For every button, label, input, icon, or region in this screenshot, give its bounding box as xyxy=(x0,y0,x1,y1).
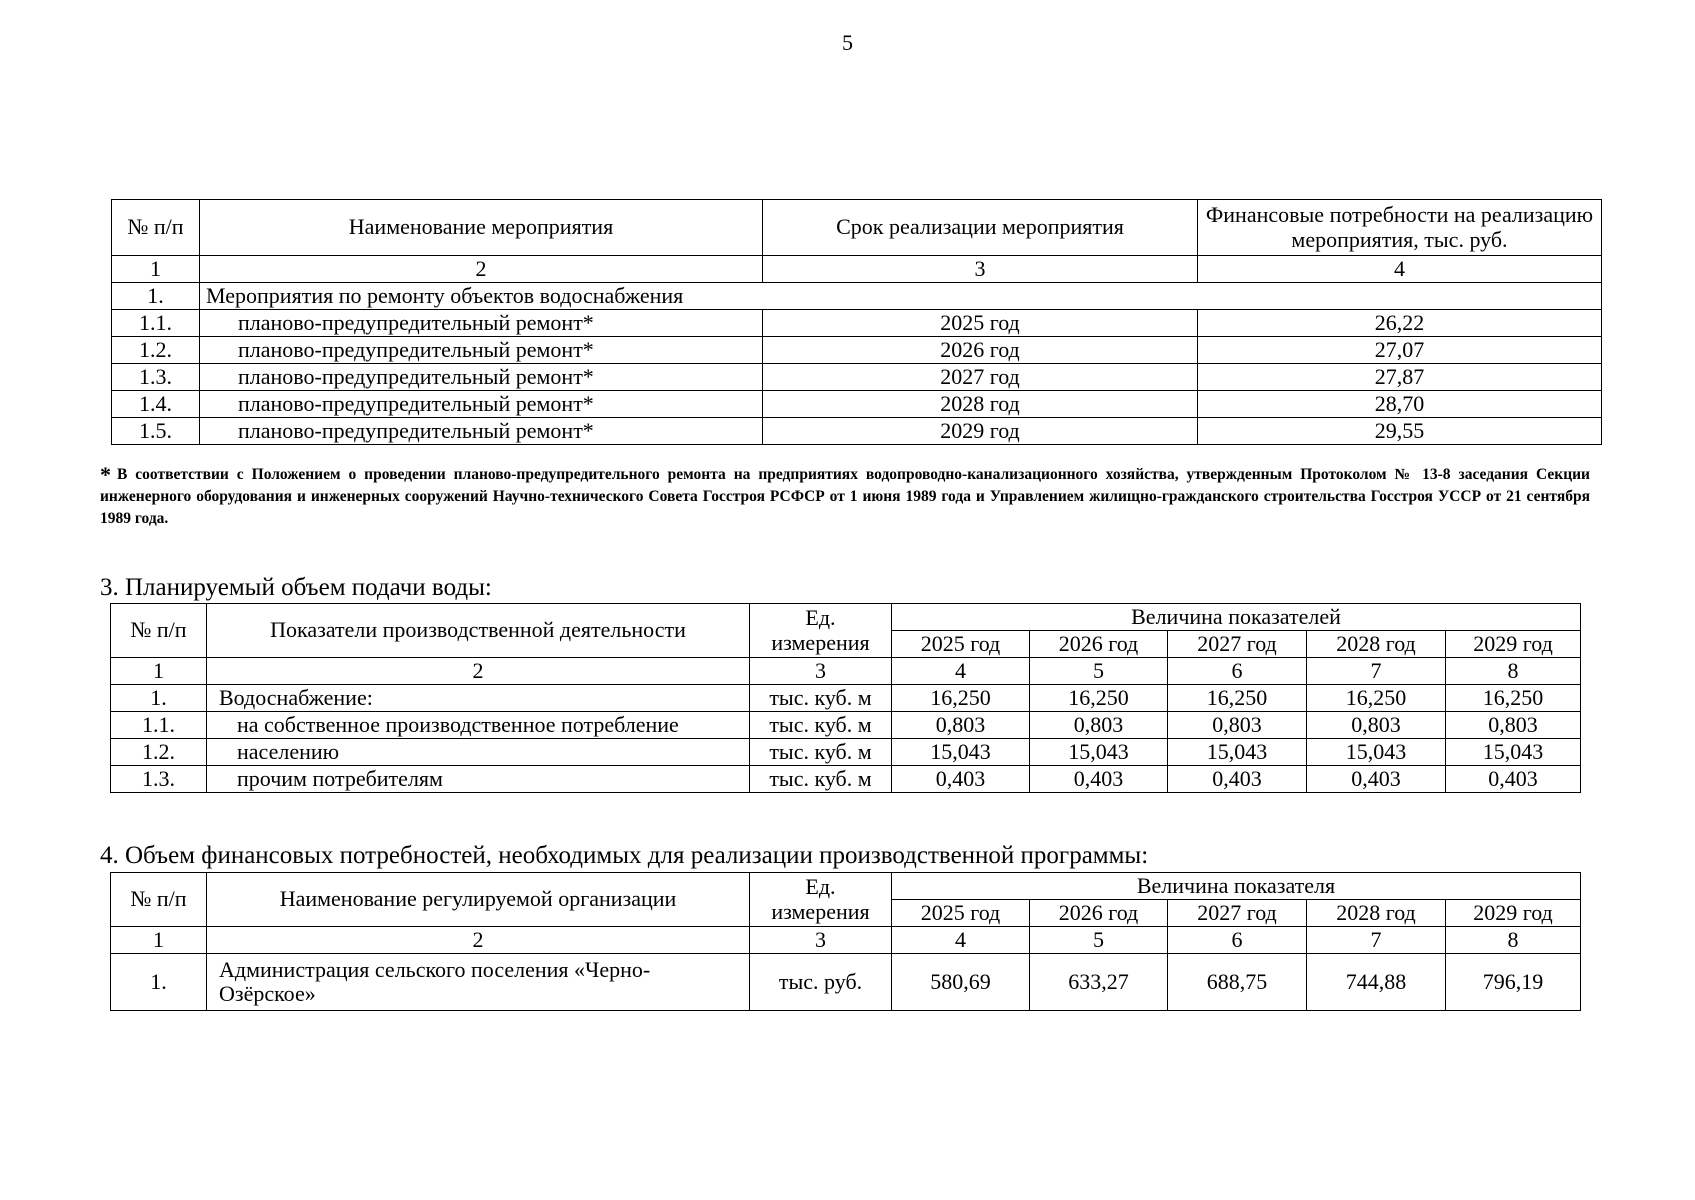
row-value: 15,043 xyxy=(1168,739,1307,766)
table-header-row xyxy=(112,200,1602,256)
col-number: 4 xyxy=(892,658,1030,685)
row-num: 1.2. xyxy=(111,739,207,766)
row-term: 2025 год xyxy=(763,310,1198,337)
row-name: Водоснабжение: xyxy=(207,685,750,712)
header-year: 2028 год xyxy=(1307,900,1446,927)
header-num: № п/п xyxy=(112,200,200,256)
row-num: 1.4. xyxy=(112,391,200,418)
header-year: 2029 год xyxy=(1446,900,1581,927)
header-year: 2026 год xyxy=(1030,900,1168,927)
col-number: 6 xyxy=(1168,927,1307,954)
table-header-row xyxy=(111,873,1581,900)
col-number: 2 xyxy=(207,658,750,685)
row-num: 1. xyxy=(111,954,207,1011)
row-term: 2027 год xyxy=(763,364,1198,391)
row-value: 0,803 xyxy=(1168,712,1307,739)
column-numbers-row xyxy=(111,658,1581,685)
repair-measures-table xyxy=(111,199,1602,445)
row-value: 688,75 xyxy=(1168,954,1307,1011)
col-number: 2 xyxy=(200,256,763,283)
row-value: 15,043 xyxy=(1446,739,1581,766)
col-number: 5 xyxy=(1030,658,1168,685)
row-name: планово-предупредительный ремонт* xyxy=(200,337,763,364)
row-name: на собственное производственное потребление xyxy=(207,712,750,739)
row-value: 16,250 xyxy=(1446,685,1581,712)
table-row xyxy=(112,418,1602,445)
group-num: 1. xyxy=(112,283,200,310)
row-unit: тыс. руб. xyxy=(750,954,892,1011)
footnote xyxy=(100,464,1590,530)
column-numbers-row xyxy=(112,256,1602,283)
row-value: 0,403 xyxy=(1168,766,1307,793)
header-values: Величина показателя xyxy=(892,873,1581,900)
col-number: 3 xyxy=(750,927,892,954)
row-name: населению xyxy=(207,739,750,766)
row-value: 744,88 xyxy=(1307,954,1446,1011)
row-name: планово-предупредительный ремонт* xyxy=(200,364,763,391)
page-number: 5 xyxy=(842,30,853,55)
header-year: 2027 год xyxy=(1168,631,1307,658)
table-row xyxy=(112,310,1602,337)
table-row xyxy=(111,766,1581,793)
table-header-row xyxy=(111,604,1581,631)
col-number: 7 xyxy=(1307,658,1446,685)
table-row xyxy=(111,712,1581,739)
row-num: 1.5. xyxy=(112,418,200,445)
row-num: 1.1. xyxy=(111,712,207,739)
row-term: 2028 год xyxy=(763,391,1198,418)
row-unit: тыс. куб. м xyxy=(750,739,892,766)
row-value: 0,403 xyxy=(1030,766,1168,793)
row-value: 16,250 xyxy=(1307,685,1446,712)
group-row xyxy=(112,283,1602,310)
header-unit: Ед. измерения xyxy=(750,873,892,927)
row-cost: 29,55 xyxy=(1198,418,1602,445)
table-row xyxy=(112,364,1602,391)
row-cost: 27,87 xyxy=(1198,364,1602,391)
row-name: планово-предупредительный ремонт* xyxy=(200,310,763,337)
header-name: Наименование мероприятия xyxy=(200,200,763,256)
header-unit: Ед. измерения xyxy=(750,604,892,658)
col-number: 1 xyxy=(111,927,207,954)
header-year: 2026 год xyxy=(1030,631,1168,658)
row-value: 0,403 xyxy=(1446,766,1581,793)
table-row xyxy=(112,337,1602,364)
col-number: 1 xyxy=(112,256,200,283)
row-value: 796,19 xyxy=(1446,954,1581,1011)
col-number: 8 xyxy=(1446,927,1581,954)
row-num: 1.3. xyxy=(112,364,200,391)
row-num: 1.2. xyxy=(112,337,200,364)
col-number: 5 xyxy=(1030,927,1168,954)
group-name: Мероприятия по ремонту объектов водоснабжения xyxy=(200,283,1602,310)
row-name: прочим потребителям xyxy=(207,766,750,793)
row-num: 1. xyxy=(111,685,207,712)
header-name: Наименование регулируемой организации xyxy=(207,873,750,927)
footnote-star: * xyxy=(100,462,111,487)
header-year: 2025 год xyxy=(892,900,1030,927)
col-number: 3 xyxy=(763,256,1198,283)
row-unit: тыс. куб. м xyxy=(750,766,892,793)
col-number: 7 xyxy=(1307,927,1446,954)
row-value: 0,803 xyxy=(1030,712,1168,739)
header-values: Величина показателей xyxy=(892,604,1581,631)
row-value: 580,69 xyxy=(892,954,1030,1011)
section4-title: 4. Объем финансовых потребностей, необходимых для реализации производственной программы: xyxy=(100,842,1149,869)
col-number: 2 xyxy=(207,927,750,954)
row-name: планово-предупредительный ремонт* xyxy=(200,391,763,418)
row-value: 0,803 xyxy=(892,712,1030,739)
row-value: 16,250 xyxy=(892,685,1030,712)
header-term: Срок реализации мероприятия xyxy=(763,200,1198,256)
financial-needs-table xyxy=(110,872,1581,1011)
row-name: планово-предупредительный ремонт* xyxy=(200,418,763,445)
col-number: 4 xyxy=(1198,256,1602,283)
row-cost: 26,22 xyxy=(1198,310,1602,337)
table-row xyxy=(111,685,1581,712)
row-num: 1.3. xyxy=(111,766,207,793)
section3-title: 3. Планируемый объем подачи воды: xyxy=(100,574,492,601)
table-row xyxy=(112,391,1602,418)
header-year: 2028 год xyxy=(1307,631,1446,658)
row-value: 15,043 xyxy=(892,739,1030,766)
col-number: 1 xyxy=(111,658,207,685)
table-row xyxy=(111,739,1581,766)
row-cost: 27,07 xyxy=(1198,337,1602,364)
header-num: № п/п xyxy=(111,604,207,658)
row-num: 1.1. xyxy=(112,310,200,337)
header-year: 2025 год xyxy=(892,631,1030,658)
col-number: 8 xyxy=(1446,658,1581,685)
header-year: 2027 год xyxy=(1168,900,1307,927)
header-num: № п/п xyxy=(111,873,207,927)
footnote-text: В соответствии с Положением о проведении планово-предупредительного ремонта на предприятиях водопроводно-канализационного хозяйства, утвержденным Протоколом № 13-8 заседания Секции инженерного оборудования и инженерных сооружений Научно-технического Совета Госстроя РСФСР от 1 июня 1989 года и Управлением жилищно-гражданского строительства Госстроя УССР от 21 сентября 1989 года. xyxy=(100,466,1590,527)
row-value: 15,043 xyxy=(1307,739,1446,766)
row-value: 0,803 xyxy=(1307,712,1446,739)
col-number: 4 xyxy=(892,927,1030,954)
row-unit: тыс. куб. м xyxy=(750,685,892,712)
row-value: 0,403 xyxy=(892,766,1030,793)
row-value: 0,803 xyxy=(1446,712,1581,739)
row-value: 15,043 xyxy=(1030,739,1168,766)
row-name: Администрация сельского поселения «Черно-Озёрское» xyxy=(207,954,750,1011)
column-numbers-row xyxy=(111,927,1581,954)
row-term: 2026 год xyxy=(763,337,1198,364)
row-value: 16,250 xyxy=(1168,685,1307,712)
row-value: 16,250 xyxy=(1030,685,1168,712)
header-year: 2029 год xyxy=(1446,631,1581,658)
header-name: Показатели производственной деятельности xyxy=(207,604,750,658)
row-value: 633,27 xyxy=(1030,954,1168,1011)
row-term: 2029 год xyxy=(763,418,1198,445)
row-unit: тыс. куб. м xyxy=(750,712,892,739)
row-cost: 28,70 xyxy=(1198,391,1602,418)
header-cost: Финансовые потребности на реализацию мероприятия, тыс. руб. xyxy=(1198,200,1602,256)
col-number: 3 xyxy=(750,658,892,685)
row-value: 0,403 xyxy=(1307,766,1446,793)
table-row xyxy=(111,954,1581,1011)
water-supply-table xyxy=(110,603,1581,793)
col-number: 6 xyxy=(1168,658,1307,685)
